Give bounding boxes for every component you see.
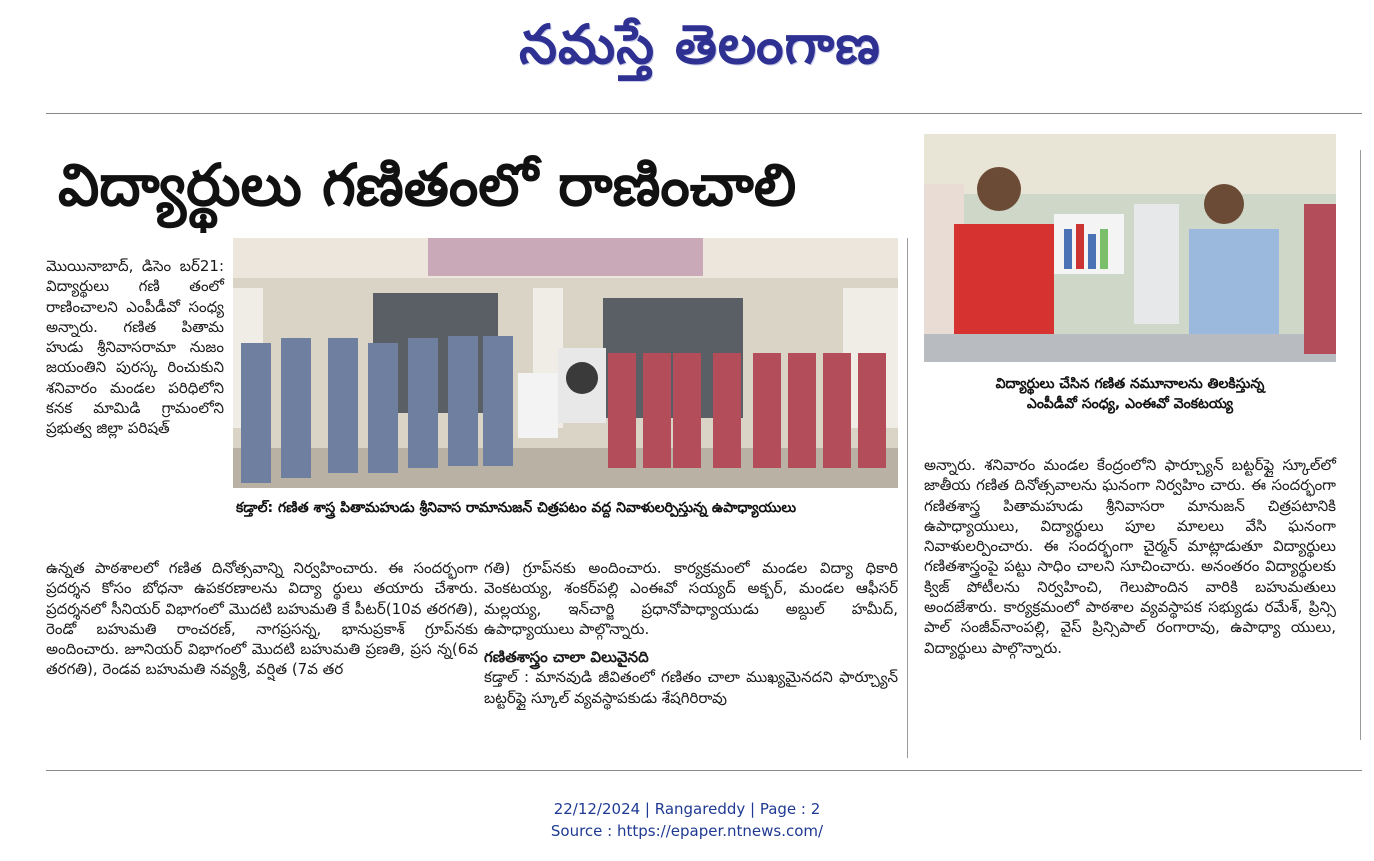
group-photo <box>233 238 898 488</box>
column-divider-right <box>1360 150 1361 740</box>
group-photo-caption: కడ్తాల్: గణిత శాస్త్ర పితామహుడు శ్రీనివాస రామానుజన్ చిత్రపటం వద్ద నివాళులర్పిస్తున్న ఉపాధ్యాయులు <box>236 500 797 516</box>
column-divider-left <box>907 238 908 758</box>
column-3-text: అన్నారు. శనివారం మండల కేంద్రంలోని ఫార్చ్యూన్ బట్టర్‌ఫ్లై స్కూల్‌లో జాతీయ గణిత దినోత్సవాలను ఘనంగా నిర్వహిం చారు. ఈ సందర్భంగా గణితశాస్త్ర పితామహుడు శ్రీనివాసరా మానుజన్ చిత్రపటానికి ఉపాధ్యాయులు, విద్యార్థులు పూల మాలలు వేసి ఘనంగా నివాళులర్పించారు. ఈ సందర్భంగా చైర్మన్ మాట్లాడుతూ విద్యార్థులు గణితశాస్త్రంపై పట్టు సాధిం చాలని సూచించారు. అనంతరం విద్యార్థులకు క్విజ్ పోటీలను నిర్వహించి, గెలుపొందిన వారికి బహుమతులు అందజేశారు. కార్యక్రమంలో పాఠశాల వ్యవస్థాపక సభ్యుడు రమేశ్, ప్రిన్సి పాల్ సంజీవ్‌నాంపల్లి, వైస్ ప్రిన్సిపాల్ రంగారావు, ఉపాధ్యా యులు, విద్యార్థులు పాల్గొన్నారు. <box>924 456 1336 657</box>
article-column-3 <box>924 455 1336 658</box>
exhibit-photo-caption <box>924 374 1336 414</box>
exhibit-caption-line-2: ఎంపీడీవో సంధ్య, ఎంఈవో వెంకటయ్య <box>1026 396 1234 412</box>
section-subhead: గణితశాస్త్రం చాలా విలువైనది <box>484 648 649 667</box>
footer-date-line: 22/12/2024 | Rangareddy | Page : 2 <box>553 800 821 818</box>
column-2b-text: కడ్తాల్ : మానవుడి జీవితంలో గణితం చాలా ముఖ్యమైనదని ఫార్చ్యూన్ బట్టర్‌ఫ్లై స్కూల్ వ్యవస్థాపకుడు శేషగిరిరావు <box>484 668 898 707</box>
newspaper-masthead: నమస్తే తెలంగాణ <box>519 12 881 76</box>
column-1-text: ఉన్నత పాఠశాలలో గణిత దినోత్సవాన్ని నిర్వహించారు. ఈ సందర్భంగా ప్రదర్శన కోసం బోధనా ఉపకరణాలను విద్యా ర్థులు తయారు చేశారు. ప్రదర్శనలో సీనియర్ విభాగంలో మొదటి బహుమతి కే పీటర్(10వ తరగతి), రెండో బహుమతి రాంచరణ్, నాగప్రసన్న, భానుప్రకాశ్ గ్రూప్‌నకు అందించారు. జూనియర్ విభాగంలో మొదటి బహుమతి ప్రణతి, ప్రస న్న(6వ తరగతి), రెండవ బహుమతి నవ్యశ్రీ, వర్షిత (7వ తర <box>46 559 478 679</box>
exhibit-photo <box>924 134 1336 362</box>
article-narrow-column <box>46 256 224 439</box>
group-photo-image <box>233 238 898 488</box>
bottom-divider <box>46 770 1362 771</box>
narrow-column-text: మొయినాబాద్, డిసెం బర్21: విద్యార్థులు గణి తంలో రాణించాలని ఎంపీడీవో సంధ్య అన్నారు. గణిత పితామ హుడు శ్రీనివాసరామా నుజం జయంతిని పురస్క రించుకుని శనివారం మండల పరిధిలోని కనక మామిడి గ్రామంలోని ప్రభుత్వ జిల్లా పరిషత్ <box>46 257 224 438</box>
footer-source-link[interactable]: Source : https://epaper.ntnews.com/ <box>550 822 824 840</box>
top-divider <box>46 113 1362 114</box>
article-column-1 <box>46 558 478 680</box>
exhibit-photo-image <box>924 134 1336 362</box>
column-2-text: గతి) గ్రూప్‌నకు అందించారు. కార్యక్రమంలో మండల విద్యా ధికారి వెంకటయ్య, శంకర్‌పల్లి ఎంఈవో సయ్యద్ అక్బర్, మండల ఆఫీసర్ మల్లయ్య, ఇన్‌చార్జి ప్రధానోపాధ్యాయుడు అబ్దుల్ హమీద్, ఉపాధ్యాయులు పాల్గొన్నారు. <box>484 559 898 638</box>
article-headline: విద్యార్థులు గణితంలో రాణించాలి <box>58 151 797 219</box>
exhibit-caption-line-1: విద్యార్థులు చేసిన గణిత నమూనాలను తిలకిస్తున్న <box>995 376 1265 392</box>
article-column-2 <box>484 558 898 708</box>
